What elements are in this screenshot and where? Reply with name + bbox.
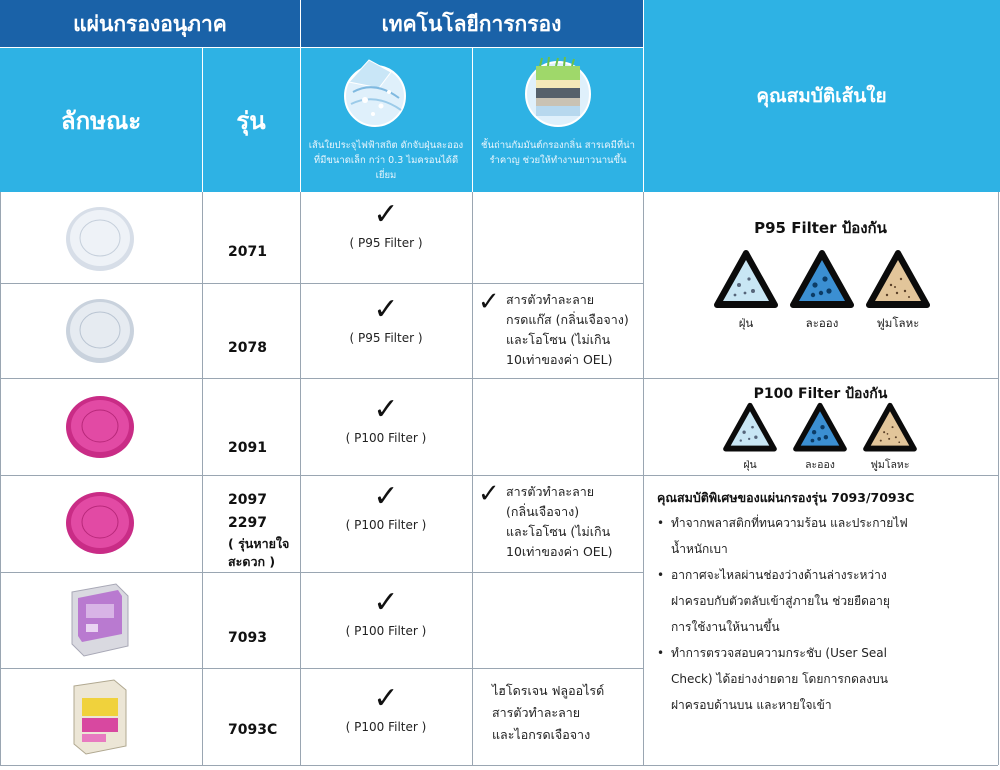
model-2297-note [228, 535, 289, 571]
metal-fume-icon [862, 402, 918, 454]
model-7093c: 7093C [228, 722, 278, 738]
chem-line: ไฮโดรเจน ฟลูออไรด์ [492, 683, 605, 698]
hazard-label: ฟูมโลหะ [870, 459, 910, 471]
check-mark: ✓ [373, 292, 399, 327]
special-list [657, 510, 992, 718]
chem-line: กรดแก๊ส (กลิ่นเจือจาง) [506, 312, 629, 327]
hazard-mist-p95 [784, 249, 860, 333]
check-mark: ✓ [478, 287, 500, 317]
filter-7093-image [64, 580, 134, 660]
chem-line: และไอกรดเจือจาง [492, 727, 591, 742]
check-mark: ✓ [373, 479, 399, 514]
hazard-label: ละออง [805, 316, 839, 330]
check-mark: ✓ [478, 479, 500, 509]
hazard-label: ละออง [805, 459, 835, 471]
chem-2097 [478, 479, 643, 562]
hazard-fume-p100 [858, 402, 922, 473]
tech-check-7093 [300, 585, 472, 638]
model-note-line: สะดวก ) [228, 554, 276, 569]
carbon-layer-icon [518, 52, 598, 132]
check-mark: ✓ [373, 197, 399, 232]
filter-2091-image [64, 394, 136, 460]
tech-check-2091 [300, 392, 472, 445]
chem-2078 [478, 287, 643, 370]
hazard-fume-p95 [860, 249, 936, 333]
special-line: ฝาครอบกับตัวตลับเข้าสู่ภายใน ช่วยยืดอายุ [671, 594, 890, 608]
mist-icon [792, 402, 848, 454]
filter-2097-image [64, 490, 136, 556]
tech-electrostatic-text: เส้นใยประจุไฟฟ้าสถิต ดักจับฝุ่นละอองที่มีขนาดเล็ก กว่า 0.3 ไมครอนได้ดีเยี่ยม [308, 140, 464, 181]
tech-check-2097 [300, 479, 472, 532]
model-2297: 2297 [228, 515, 267, 531]
special-item [657, 562, 992, 640]
special-line: • ทำการตรวจสอบความกระชับ (User Seal [671, 646, 887, 660]
tech-carbon-text: ชั้นถ่านกัมมันต์กรองกลิ่น สารเคมีที่น่ารำคาญ ช่วยให้ทำงานยาวนานขึ้น [481, 140, 635, 166]
filter-2071-image [64, 205, 136, 273]
hazard-label: ฟูมโลหะ [876, 316, 920, 330]
tech-check-7093c [300, 681, 472, 734]
mist-icon [789, 249, 855, 311]
check-mark: ✓ [373, 392, 399, 427]
special-line: • ทำจากพลาสติกที่ทนความร้อน และประกายไฟ [671, 516, 908, 530]
filter-rating: ( P100 Filter ) [345, 431, 427, 445]
special-title: คุณสมบัติพิเศษของแผ่นกรองรุ่น 7093/7093C [657, 490, 915, 505]
special-line: • อากาศจะไหลผ่านช่องว่างด้านล่างระหว่าง [671, 568, 887, 582]
chem-line: สารตัวทำละลาย [506, 484, 595, 499]
dust-icon [722, 402, 778, 454]
filter-rating: ( P95 Filter ) [349, 236, 423, 250]
electrostatic-fiber-icon [335, 52, 415, 132]
tech-check-2078 [300, 292, 472, 345]
filter-rating: ( P100 Filter ) [345, 720, 427, 734]
header-col-model: รุ่น [202, 48, 300, 192]
filter-rating: ( P100 Filter ) [345, 624, 427, 638]
hazard-mist-p100 [788, 402, 852, 473]
check-mark: ✓ [373, 681, 399, 716]
header-col-fiber: คุณสมบัติเส้นใย [643, 0, 1000, 192]
special-line: น้ำหนักเบา [671, 542, 728, 556]
chem-line: สารตัวทำละลาย [506, 292, 595, 307]
filter-2078-image [64, 297, 136, 365]
chem-line: (กลิ่นเจือจาง) [506, 504, 580, 519]
special-line: Check) ได้อย่างง่ายดาย โดยการกดลงบน [671, 672, 888, 686]
header-group-tech: เทคโนโลยีการกรอง [300, 0, 643, 48]
hazard-label: ฝุ่น [738, 316, 754, 330]
p95-title: P95 Filter ป้องกัน [754, 219, 887, 237]
metal-fume-icon [865, 249, 931, 311]
model-2097: 2097 [228, 492, 267, 508]
chem-line: 10เท่าของค่า OEL) [506, 352, 613, 367]
tech-check-2071 [300, 197, 472, 250]
chem-line: 10เท่าของค่า OEL) [506, 544, 613, 559]
model-2071: 2071 [228, 244, 267, 260]
filter-rating: ( P100 Filter ) [345, 518, 427, 532]
model-note-line: ( รุ่นหายใจ [228, 536, 290, 551]
chem-line: และโอโซน (ไม่เกิน [506, 332, 611, 347]
chem-7093c [478, 680, 643, 746]
hazard-dust-p95 [708, 249, 784, 333]
check-mark: ✓ [373, 585, 399, 620]
special-line: การใช้งานให้นานขึ้น [671, 620, 780, 634]
filter-rating: ( P95 Filter ) [349, 331, 423, 345]
model-2078: 2078 [228, 340, 267, 356]
model-7093: 7093 [228, 630, 267, 646]
special-item [657, 510, 992, 562]
dust-icon [713, 249, 779, 311]
header-col-feature: ลักษณะ [0, 48, 202, 192]
chem-line: และโอโซน (ไม่เกิน [506, 524, 611, 539]
hazard-dust-p100 [718, 402, 782, 473]
p100-title: P100 Filter ป้องกัน [753, 386, 888, 402]
filter-7093c-image [68, 676, 130, 758]
model-2091: 2091 [228, 440, 267, 456]
header-group-particle: แผ่นกรองอนุภาค [0, 0, 300, 48]
chem-line: สารตัวทำละลาย [492, 705, 581, 720]
special-line: ฝาครอบด้านบน และหายใจเข้า [671, 698, 832, 712]
special-item [657, 640, 992, 718]
hazard-label: ฝุ่น [743, 459, 757, 471]
